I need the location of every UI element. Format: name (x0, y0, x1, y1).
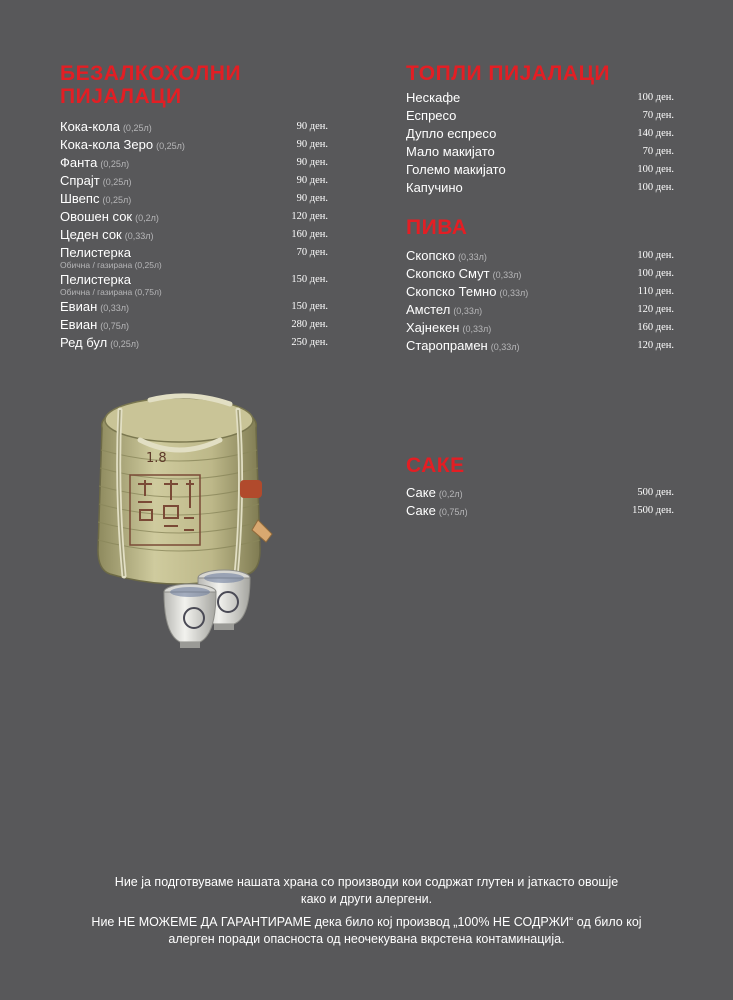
allergen-notice (0, 874, 733, 948)
menu-item-text (406, 301, 482, 319)
menu-item-price: 70 ден. (296, 247, 328, 258)
menu-item-text (406, 337, 520, 355)
menu-item-price: 500 ден. (637, 487, 674, 498)
allergen-notice-line3: Ние НЕ МОЖЕМЕ ДА ГАРАНТИРАМЕ дека било кој производ „100% НЕ СОДРЖИ“ од било кој (91, 915, 642, 929)
menu-item-volume: (0,33л) (490, 342, 520, 352)
menu-item-text (60, 244, 162, 271)
non-alcoholic-list (60, 118, 328, 352)
menu-item-price: 100 ден. (637, 164, 674, 175)
menu-item-volume: (0,25л) (110, 339, 139, 349)
menu-item-price: 160 ден. (291, 229, 328, 240)
menu-item-volume: (0,33л) (499, 288, 529, 298)
menu-item (60, 271, 328, 298)
allergen-notice-line1: Ние ја подготвуваме нашата храна со производи кои содржат глутен и јаткасто овошје (114, 875, 619, 889)
menu-item-name: Кока-кола (60, 119, 120, 134)
beers-list (406, 247, 674, 355)
menu-item-volume: (0,75л) (438, 507, 468, 517)
menu-item-name: Пелистерка (60, 245, 131, 260)
menu-item (60, 190, 328, 208)
menu-item-price: 160 ден. (637, 322, 674, 333)
menu-item-text (60, 271, 162, 298)
menu-item-volume: (0,75л) (100, 321, 130, 331)
non-alcoholic-title-line1: БЕЗАЛКОХОЛНИ (60, 62, 242, 85)
menu-item (406, 161, 674, 179)
menu-item-name: Хајнекен (406, 320, 460, 335)
menu-item-price: 140 ден. (637, 128, 674, 139)
menu-item-text (60, 136, 185, 154)
menu-item-name: Цеден сок (60, 227, 122, 242)
menu-item-text (406, 161, 506, 179)
menu-item-volume: (0,33л) (462, 324, 492, 334)
menu-item-name: Саке (406, 485, 436, 500)
menu-item (60, 118, 328, 136)
menu-item-price: 280 ден. (291, 319, 328, 330)
menu-item (60, 334, 328, 352)
hot-drinks-title: ТОПЛИ ПИЈАЛАЦИ (406, 62, 611, 85)
menu-item (60, 172, 328, 190)
menu-item-name: Капучино (406, 180, 463, 195)
menu-item-name: Кока-кола Зеро (60, 137, 154, 152)
menu-item-text (60, 118, 152, 136)
menu-item-price: 90 ден. (296, 175, 328, 186)
sake-title: САКЕ (406, 454, 465, 477)
menu-item-text (406, 283, 528, 301)
menu-item-text (406, 143, 495, 161)
menu-item (60, 316, 328, 334)
menu-item-price: 120 ден. (291, 211, 328, 222)
menu-item-name: Швепс (60, 191, 100, 206)
menu-item-price: 90 ден. (296, 157, 328, 168)
menu-item-text (60, 316, 129, 334)
menu-item-name: Саке (406, 503, 436, 518)
menu-item-name: Ред бул (60, 335, 108, 350)
menu-item-volume: (0,33л) (458, 252, 487, 262)
menu-item-name: Фанта (60, 155, 98, 170)
menu-item-price: 120 ден. (637, 304, 674, 315)
menu-item-name: Еспресо (406, 108, 457, 123)
menu-item-price: 100 ден. (637, 250, 674, 261)
menu-item-text (60, 298, 129, 316)
menu-item-name: Нескафе (406, 90, 461, 105)
menu-item-name: Спрајт (60, 173, 100, 188)
menu-item-price: 100 ден. (637, 268, 674, 279)
menu-item-name: Скопско (406, 248, 456, 263)
menu-item-volume: (0,25л) (102, 195, 132, 205)
menu-item (406, 337, 674, 355)
menu-item (406, 319, 674, 337)
menu-item (406, 107, 674, 125)
menu-item-text (406, 247, 487, 265)
sake-barrel-image (80, 380, 300, 670)
menu-item (60, 154, 328, 172)
menu-item-name: Скопско Смут (406, 266, 490, 281)
menu-item-name: Амстел (406, 302, 451, 317)
menu-item-price: 70 ден. (642, 110, 674, 121)
menu-item-text (60, 226, 154, 244)
menu-item (406, 301, 674, 319)
menu-item-text (60, 154, 129, 172)
menu-item-volume: (0,33л) (453, 306, 483, 316)
menu-item-price: 110 ден. (637, 286, 674, 297)
menu-item-volume: (0,25л) (156, 141, 185, 151)
menu-item-text (406, 319, 491, 337)
menu-item-text (60, 208, 159, 226)
non-alcoholic-title-line2: ПИЈАЛАЦИ (60, 85, 182, 108)
menu-item-name: Скопско Темно (406, 284, 497, 299)
menu-item (60, 226, 328, 244)
menu-item-volume: (0,33л) (492, 270, 522, 280)
menu-item-name: Старопрамен (406, 338, 488, 353)
barrel-label: 1.8 (146, 451, 167, 466)
menu-item (406, 89, 674, 107)
menu-item-text (406, 502, 468, 520)
menu-item-name: Големо макијато (406, 162, 506, 177)
allergen-notice-line2: како и други алергени. (300, 892, 433, 906)
hot-drinks-list (406, 89, 674, 197)
menu-item-name: Евиан (60, 317, 98, 332)
menu-item (406, 125, 674, 143)
menu-item-price: 100 ден. (637, 92, 674, 103)
menu-item-price: 150 ден. (291, 301, 328, 312)
sake-cup-icon (164, 584, 216, 648)
menu-item-price: 70 ден. (642, 146, 674, 157)
menu-item-text (406, 484, 463, 502)
menu-item-text (406, 89, 460, 107)
menu-item-volume: (0,2л) (438, 489, 463, 499)
menu-item-subtitle: Обична / газирана (0,25л) (60, 260, 162, 270)
menu-item (406, 143, 674, 161)
menu-item-price: 100 ден. (637, 182, 674, 193)
menu-item (406, 283, 674, 301)
menu-item-price: 90 ден. (296, 139, 328, 150)
menu-item (60, 244, 328, 271)
beers-title: ПИВА (406, 216, 468, 239)
menu-item (406, 265, 674, 283)
menu-item (406, 484, 674, 502)
menu-item-price: 250 ден. (291, 337, 328, 348)
menu-item-text (60, 190, 131, 208)
menu-item-name: Пелистерка (60, 272, 131, 287)
allergen-notice-line4: алерген поради опасноста од неочекувана вкрстена контаминација. (168, 932, 565, 946)
menu-item-volume: (0,25л) (102, 177, 132, 187)
menu-item-volume: (0,25л) (100, 159, 130, 169)
menu-item-text (406, 265, 521, 283)
menu-item-text (60, 172, 132, 190)
menu-item (60, 136, 328, 154)
menu-item-volume: (0,2л) (135, 213, 159, 223)
menu-item-volume: (0,33л) (100, 303, 130, 313)
menu-item-name: Мало макијато (406, 144, 495, 159)
menu-item-text (406, 179, 463, 197)
menu-item (406, 179, 674, 197)
menu-item-name: Дупло еспресо (406, 126, 497, 141)
menu-item (60, 208, 328, 226)
menu-item-subtitle: Обична / газирана (0,75л) (60, 287, 162, 297)
menu-item (60, 298, 328, 316)
menu-item-name: Овошен сок (60, 209, 133, 224)
menu-item-price: 150 ден. (291, 274, 328, 285)
menu-item-price: 90 ден. (296, 193, 328, 204)
menu-item-text (406, 107, 456, 125)
sake-list (406, 484, 674, 520)
non-alcoholic-title (60, 62, 241, 108)
menu-item-volume: (0,33л) (124, 231, 154, 241)
menu-item (406, 502, 674, 520)
menu-item-volume: (0,25л) (122, 123, 152, 133)
menu-item (406, 247, 674, 265)
menu-item-text (406, 125, 496, 143)
menu-item-name: Евиан (60, 299, 98, 314)
menu-item-price: 1500 ден. (632, 505, 674, 516)
menu-item-text (60, 334, 139, 352)
menu-item-price: 120 ден. (637, 340, 674, 351)
menu-item-price: 90 ден. (296, 121, 328, 132)
sake-barrel-illustration (80, 380, 300, 670)
